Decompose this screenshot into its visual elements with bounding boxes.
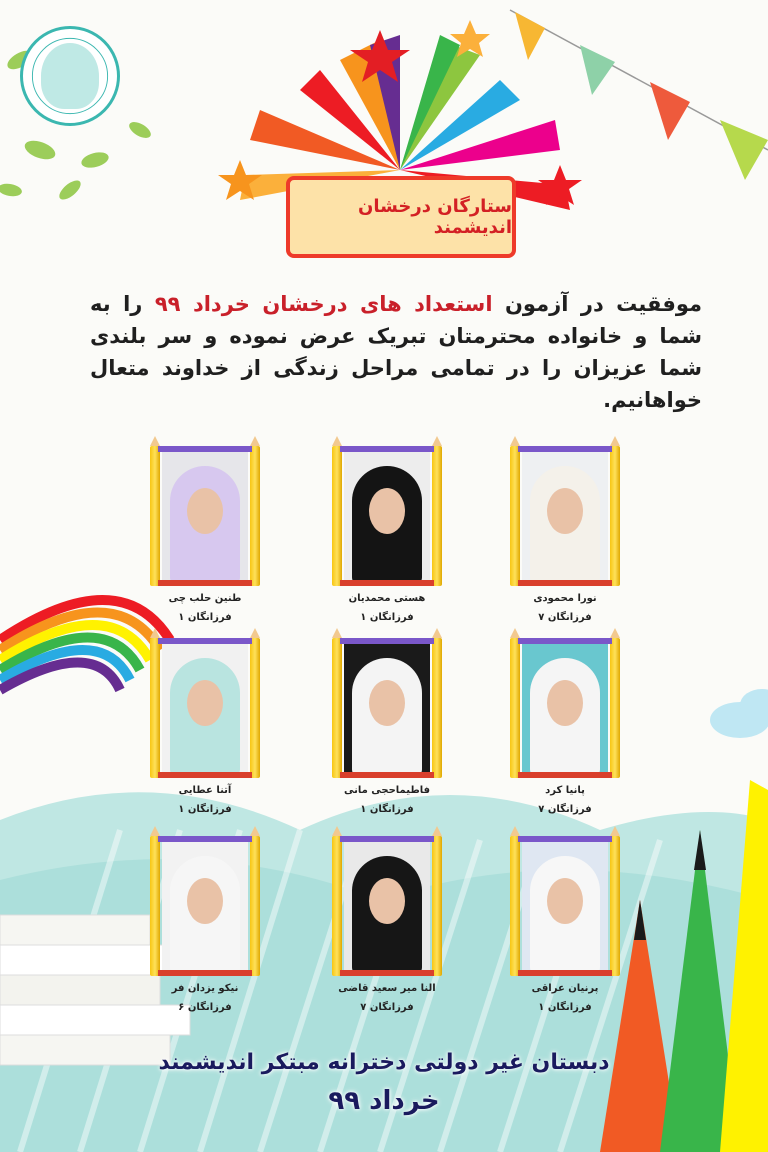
frame-bottom <box>518 772 612 778</box>
face <box>369 680 405 726</box>
student-photo <box>344 842 430 970</box>
face <box>187 680 223 726</box>
student-photo <box>344 452 430 580</box>
student-name: آتنا عطایی <box>178 785 232 796</box>
frame-bottom <box>158 580 252 586</box>
pencil-right <box>432 638 442 778</box>
photo-frame <box>510 836 620 976</box>
pencil-left <box>332 836 342 976</box>
student-photo <box>344 644 430 772</box>
student-card <box>150 446 260 624</box>
photo-frame <box>510 446 620 586</box>
student-class: فرزانگان ۷ <box>538 804 592 815</box>
photo-frame <box>332 638 442 778</box>
intro-highlight: استعداد های درخشان خرداد ۹۹ <box>154 292 493 316</box>
pencil-left <box>150 836 160 976</box>
face <box>187 878 223 924</box>
photo-frame <box>150 446 260 586</box>
intro-part1: موفقیت در آزمون <box>492 292 703 316</box>
title-banner <box>286 176 516 258</box>
photo-frame <box>510 638 620 778</box>
photo-frame <box>332 836 442 976</box>
student-class: فرزانگان ۱ <box>178 612 232 623</box>
student-name: هستی محمدیان <box>348 593 426 604</box>
student-photo <box>522 452 608 580</box>
student-name: فاطیماحجی مانی <box>343 785 431 796</box>
face <box>369 488 405 534</box>
student-class: فرزانگان ۱ <box>360 804 414 815</box>
pencil-left <box>332 446 342 586</box>
student-photo <box>522 842 608 970</box>
pencil-right <box>250 638 260 778</box>
banner-title: ستارگان درخشان اندیشمند <box>357 196 512 238</box>
student-card <box>510 836 620 1014</box>
student-card <box>150 638 260 816</box>
student-class: فرزانگان ۱ <box>360 612 414 623</box>
school-name: دبستان غیر دولتی دخترانه مبتکر اندیشمند <box>158 1050 610 1075</box>
pencil-right <box>432 836 442 976</box>
photo-frame <box>150 638 260 778</box>
exam-date: خرداد ۹۹ <box>328 1086 440 1116</box>
student-card <box>510 446 620 624</box>
pencil-right <box>610 836 620 976</box>
student-card <box>332 638 442 816</box>
student-name: نیکو یزدان فر <box>171 983 239 994</box>
pencil-right <box>610 638 620 778</box>
face <box>547 488 583 534</box>
pencil-right <box>610 446 620 586</box>
pencil-right <box>250 446 260 586</box>
pencil-left <box>150 446 160 586</box>
student-photo <box>162 452 248 580</box>
student-class: فرزانگان ۷ <box>538 612 592 623</box>
frame-bottom <box>518 580 612 586</box>
face <box>187 488 223 534</box>
pencil-right <box>432 446 442 586</box>
pencil-left <box>510 638 520 778</box>
pencil-left <box>510 836 520 976</box>
student-card <box>332 446 442 624</box>
photo-frame <box>332 446 442 586</box>
intro-part2: را به شما و خانواده محترمتان تبریک عرض نموده و سر بلندی شما عزیزان را در تمامی مراحل زندگی از خداوند متعال خواهانیم. <box>90 292 702 412</box>
pencil-left <box>332 638 342 778</box>
student-name: النا میر سعید قاضی <box>338 983 436 994</box>
student-class: فرزانگان ۱ <box>178 804 232 815</box>
frame-bottom <box>340 970 434 976</box>
pencil-right <box>250 836 260 976</box>
student-class: فرزانگان ۷ <box>360 1002 414 1013</box>
student-card <box>510 638 620 816</box>
frame-bottom <box>158 772 252 778</box>
student-name: پرنیان عراقی <box>531 983 599 994</box>
face <box>369 878 405 924</box>
student-name: طنین حلب چی <box>168 593 242 604</box>
student-photo <box>522 644 608 772</box>
student-card <box>332 836 442 1014</box>
student-photo <box>162 842 248 970</box>
student-photo <box>162 644 248 772</box>
frame-bottom <box>340 772 434 778</box>
school-logo <box>20 26 120 126</box>
face <box>547 680 583 726</box>
student-card <box>150 836 260 1014</box>
logo-ring <box>23 29 117 123</box>
student-name: پانیا کرد <box>545 785 585 796</box>
face <box>547 878 583 924</box>
frame-bottom <box>158 970 252 976</box>
student-class: فرزانگان ۶ <box>178 1002 232 1013</box>
pencil-left <box>510 446 520 586</box>
pencil-left <box>150 638 160 778</box>
student-name: نورا محمودی <box>533 593 597 604</box>
frame-bottom <box>340 580 434 586</box>
photo-frame <box>150 836 260 976</box>
intro-paragraph <box>90 288 702 416</box>
frame-bottom <box>518 970 612 976</box>
student-class: فرزانگان ۱ <box>538 1002 592 1013</box>
